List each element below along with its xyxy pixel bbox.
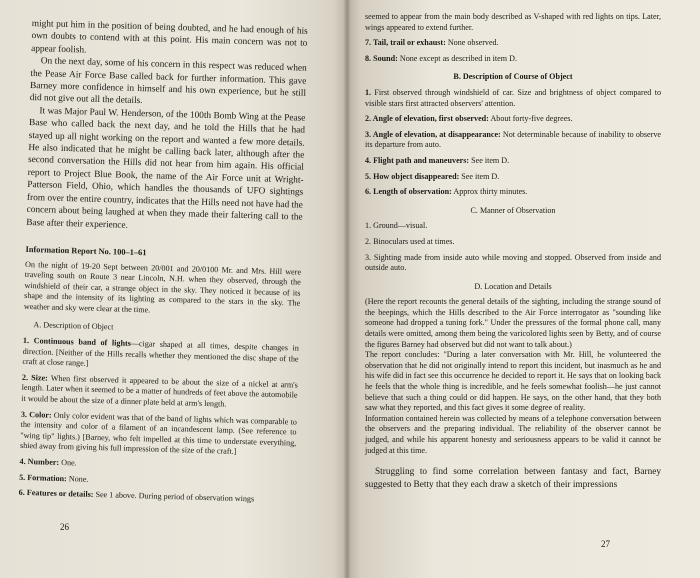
- page-number-right: 27: [601, 539, 610, 549]
- item-label: 5. Formation:: [19, 472, 67, 483]
- item-text: Approx thirty minutes.: [451, 187, 528, 197]
- report-item: [365, 172, 661, 183]
- item-text: None.: [66, 473, 89, 484]
- paragraph: (Here the report recounts the general details of the sighting, including the strange sound of the beepings, which the Hills described to the Air Force interrogator as "sounding like someone had dropped a tuning fork." Under the pressures of the formal phone call, many details were omitted, among them being the varicolored lights seen by Betty, and of course the figures Barney had observed but did not want to talk about.): [365, 297, 661, 349]
- item-text: One.: [59, 457, 77, 468]
- item-label: 3. Angle of elevation, at disappearance:: [365, 129, 501, 139]
- report-item: [365, 187, 661, 198]
- report-heading: Information Report No. 100–1–61: [25, 244, 147, 258]
- item-text: See 1 above. During period of observation wings: [93, 490, 255, 504]
- item-label: 8. Sound:: [365, 53, 398, 63]
- report-item: [19, 488, 295, 506]
- report-intro: On the night of 19-20 Sept between 20/001 and 20/0100 Mr. and Mrs. Hill were traveling south on Route 3 near Lincoln, N.H. when they observed, through the windshield of their car, a strange object in the sky. They noticed it because of its shape and the intensity of its lighting as compared to the stars in the sky. The weather and sky were clear at the time.: [23, 259, 302, 315]
- right-column: [365, 12, 661, 491]
- page-number-left: 26: [60, 522, 69, 532]
- left-column: [19, 18, 308, 506]
- item-label: 6. Length of observation:: [365, 187, 452, 197]
- section-heading-c: C. Manner of Observation: [470, 205, 556, 215]
- item-label: 4. Flight path and maneuvers:: [365, 155, 470, 165]
- report-item: [365, 156, 661, 167]
- report-item: [365, 38, 661, 49]
- item-label: 1.: [365, 87, 372, 97]
- left-page: [0, 0, 347, 578]
- item-text: Not determinable because of inability to observe its departure from auto.: [365, 129, 661, 150]
- report-item: [365, 130, 661, 151]
- paragraph: The report concludes: "During a later conversation with Mr. Hill, he volunteered the observation that he did not originally intend to report this incident, but inasmuch as he and his wife did in fact see this occurrence he decided to report it. He says that on looking back he feels that the whole thing is incredible, and he feels somewhat foolish—he just cannot believe that such a thing could or did happen. He says, on the other hand, that they both saw what they reported, and this fact gives it some degree of reality.: [365, 350, 661, 413]
- item-label: 6. Features or details:: [18, 488, 94, 500]
- item-label: 7. Tail, trail or exhaust:: [365, 38, 446, 48]
- item-text: See item D.: [469, 155, 510, 165]
- report-item: 2. Binoculars used at times.: [365, 236, 455, 246]
- closing-paragraph: Struggling to find some correlation between fantasy and fact, Barney suggested to Betty that they each draw a sketch of their impressions: [365, 467, 661, 490]
- item-label: 5. How object disappeared:: [365, 171, 460, 181]
- section-heading-d: D. Location and Details: [474, 281, 552, 291]
- section-heading-a: A. Description of Object: [33, 320, 114, 332]
- item-label: 3. Color:: [20, 409, 52, 420]
- item-text: None observed.: [445, 38, 499, 48]
- item-text: See item D.: [459, 171, 500, 181]
- report-item: 1. Ground—visual.: [365, 221, 428, 231]
- paragraph: Information contained herein was collected by means of a telephone conversation between the observers and the preparing individual. The reliability of the observer cannot be judged, and while his apparent honesty and seriousness appears to be valid it cannot be judged at this time.: [365, 413, 661, 455]
- item-label: 2. Angle of elevation, first observed:: [365, 114, 489, 124]
- paragraph: On the next day, some of his concern in this respect was reduced when the Pease Air Force Base called back for further information. This gave Barney more confidence in himself and his own experience, but he still did not give out all the details.: [29, 56, 307, 107]
- section-heading-b: B. Description of Course of Object: [453, 72, 573, 82]
- report-item: [20, 409, 297, 459]
- book-gutter: [343, 0, 351, 578]
- report-item: [365, 88, 661, 109]
- report-item: [365, 114, 661, 125]
- paragraph: It was Major Paul W. Henderson, of the 100th Bomb Wing at the Pease Base who called back the next day, and he told the Hills that he had stayed up all night working on the report and wanted a few more details. He also indicated that he might be calling back later, although after the second conversation the Hills did not hear from him again. His official report to Project Blue Book, the name of the Air Force unit at Wright-Patterson Field, Ohio, which handles the thousands of UFO sightings from over the entire country, indicates that the Hills need not have had the concern about being laughed at when they made their faltering call to the Base after their experience.: [26, 106, 306, 231]
- paragraph: might put him in the position of being doubted, and he had enough of his own doubts to contend with at this point. His main concern was not to appear foolish.: [31, 18, 308, 56]
- item-label: 2. Size:: [21, 372, 48, 383]
- right-page: [347, 0, 700, 578]
- item-text: First observed through windshield of car. Size and brightness of object compared to visible stars first attracted observers' attention.: [365, 87, 661, 108]
- item-label: 4. Number:: [19, 456, 60, 467]
- item-text: —cigar shaped at all times, despite changes in direction. [Neither of the Hills recalls whether they mentioned the disc shape of the craft at close range.]: [22, 338, 300, 368]
- item-text: None except as described in item D.: [397, 53, 517, 63]
- continued-text: seemed to appear from the main body described as V-shaped with red lights on tips. Later, wings appeared to extend further.: [365, 12, 661, 32]
- report-item: [21, 373, 298, 412]
- report-item: [22, 336, 299, 375]
- report-item: [365, 54, 661, 65]
- item-text: About forty-five degrees.: [488, 114, 573, 124]
- item-label: 1. Continuous band of lights: [22, 335, 131, 348]
- report-item: 3. Sighting made from inside auto while moving and stopped. Observed from inside and outside auto.: [365, 252, 661, 273]
- item-text: Only color evident was that of the band of lights which was comparable to the intensity and color of a filament of an incandescent lamp. (See reference to "wing tip" lights.) [Barney, who felt impelled at this time to understate everything, shied away from giving his full impression of the size of the craft.]: [19, 410, 297, 457]
- report-item: [19, 472, 295, 490]
- item-text: When first observed it appeared to be about the size of a nickel at arm's length. Later when it seemed to be a matter of hundreds of feet above the automobile it would be about the size of a dinner plate held at arm's length.: [21, 373, 298, 409]
- report-item: [19, 457, 295, 475]
